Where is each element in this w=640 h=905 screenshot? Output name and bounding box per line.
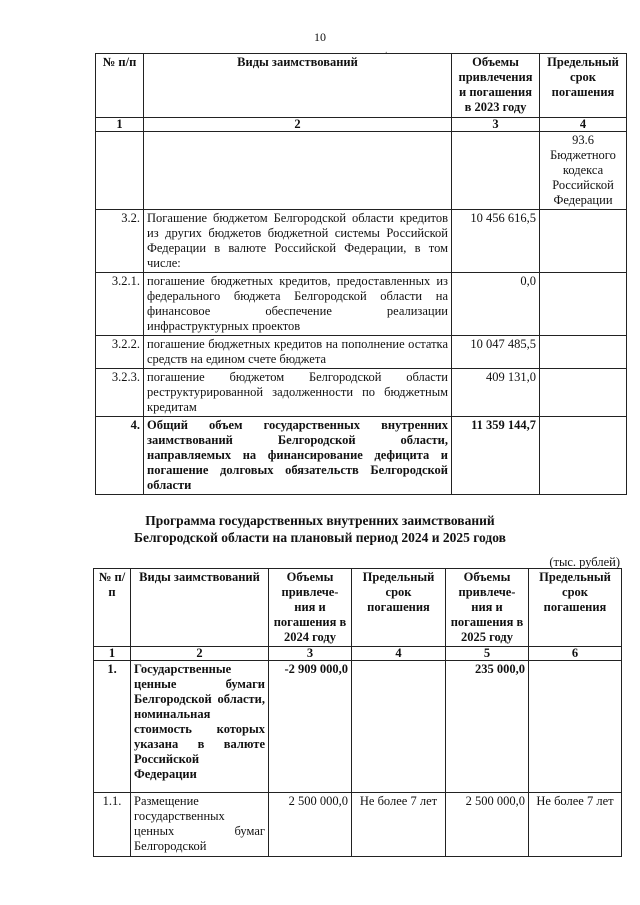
row-amount-2024: 2 500 000,0 [269, 793, 352, 857]
row-name: Размещение государственных ценных бумаг Белгородской [131, 793, 269, 857]
row-name: Государственные ценные бумаги Белгородской области, номинальная стоимость которых указана в валюте Российской Федерации [131, 661, 269, 793]
index-cell: 4 [540, 118, 627, 132]
row-amount: 409 131,0 [452, 369, 540, 417]
index-cell: 1 [94, 647, 131, 661]
unit-label: (тыс. рублей) [549, 555, 620, 569]
index-cell: 1 [96, 118, 144, 132]
header-number: № п/п [94, 569, 131, 647]
header-volume-2023: Объемы привлечения и погашения в 2023 году [452, 54, 540, 118]
index-cell: 5 [446, 647, 529, 661]
row-amount: 10 456 616,5 [452, 210, 540, 273]
row-name: погашение бюджетом Белгородской области реструктурированной задолженности по бюджетным кредитам [144, 369, 452, 417]
index-cell: 4 [352, 647, 446, 661]
index-cell: 3 [269, 647, 352, 661]
header-borrowing-types: Виды заимствований [131, 569, 269, 647]
row-number: 3.2.2. [96, 336, 144, 369]
continuation-text: 93.6 Бюджетного кодекса Российской Федерации [540, 132, 627, 210]
column-index-row [94, 647, 622, 661]
row-number: 3.2. [96, 210, 144, 273]
borrowing-table-2023 [95, 53, 627, 495]
row-amount: 10 047 485,5 [452, 336, 540, 369]
row-term [540, 273, 627, 336]
table-row [94, 793, 622, 857]
table-row [96, 273, 627, 336]
table-header-row [96, 54, 627, 118]
row-number: 1.1. [94, 793, 131, 857]
scan-dot: . [385, 45, 388, 56]
header-volume-2025: Объемы привлече-ния и погашения в 2025 году [446, 569, 529, 647]
row-amount: 0,0 [452, 273, 540, 336]
row-term [540, 417, 627, 495]
page-number: 10 [314, 30, 326, 44]
header-number: № п/п [96, 54, 144, 118]
row-amount: 11 359 144,7 [452, 417, 540, 495]
row-name: Общий объем государственных внутренних заимствований Белгородской области, направляемых на финансирование дефицита и погашение долговых обязательств Белгородской области [144, 417, 452, 495]
row-term-2025 [529, 661, 622, 793]
section-title-line-1: Программа государственных внутренних заимствований [145, 513, 495, 528]
row-number: 3.2.1. [96, 273, 144, 336]
table-row [96, 369, 627, 417]
row-name: Погашение бюджетом Белгородской области кредитов из других бюджетов бюджетной системы Российской Федерации в валюте Российской Федерации, в том числе: [144, 210, 452, 273]
row-amount-2024: -2 909 000,0 [269, 661, 352, 793]
index-cell: 3 [452, 118, 540, 132]
index-cell: 6 [529, 647, 622, 661]
row-number: 3.2.3. [96, 369, 144, 417]
row-term-2024 [352, 661, 446, 793]
section-title-line-2: Белгородской области на плановый период 2024 и 2025 годов [134, 530, 506, 545]
row-number: 4. [96, 417, 144, 495]
row-term [540, 210, 627, 273]
table-row [96, 336, 627, 369]
table-row [96, 417, 627, 495]
row-term-2024: Не более 7 лет [352, 793, 446, 857]
row-term [540, 336, 627, 369]
table-row [94, 661, 622, 793]
header-term-2024: Предельный срок погашения [352, 569, 446, 647]
table-row [96, 210, 627, 273]
header-borrowing-types: Виды заимствований [144, 54, 452, 118]
row-term [540, 369, 627, 417]
row-amount-2025: 235 000,0 [446, 661, 529, 793]
row-amount-2025: 2 500 000,0 [446, 793, 529, 857]
header-term-2025: Предельный срок погашения [529, 569, 622, 647]
table-row [96, 132, 627, 210]
row-term-2025: Не более 7 лет [529, 793, 622, 857]
row-number: 1. [94, 661, 131, 793]
index-cell: 2 [131, 647, 269, 661]
header-volume-2024: Объемы привлече-ния и погашения в 2024 году [269, 569, 352, 647]
borrowing-table-2024-2025 [93, 568, 622, 857]
row-name: погашение бюджетных кредитов, предоставленных из федерального бюджета Белгородской области на финансовое обеспечение реализации инфраструктурных проектов [144, 273, 452, 336]
table-header-row [94, 569, 622, 647]
row-name: погашение бюджетных кредитов на пополнение остатка средств на едином счете бюджета [144, 336, 452, 369]
header-term: Предельный срок погашения [540, 54, 627, 118]
index-cell: 2 [144, 118, 452, 132]
column-index-row [96, 118, 627, 132]
